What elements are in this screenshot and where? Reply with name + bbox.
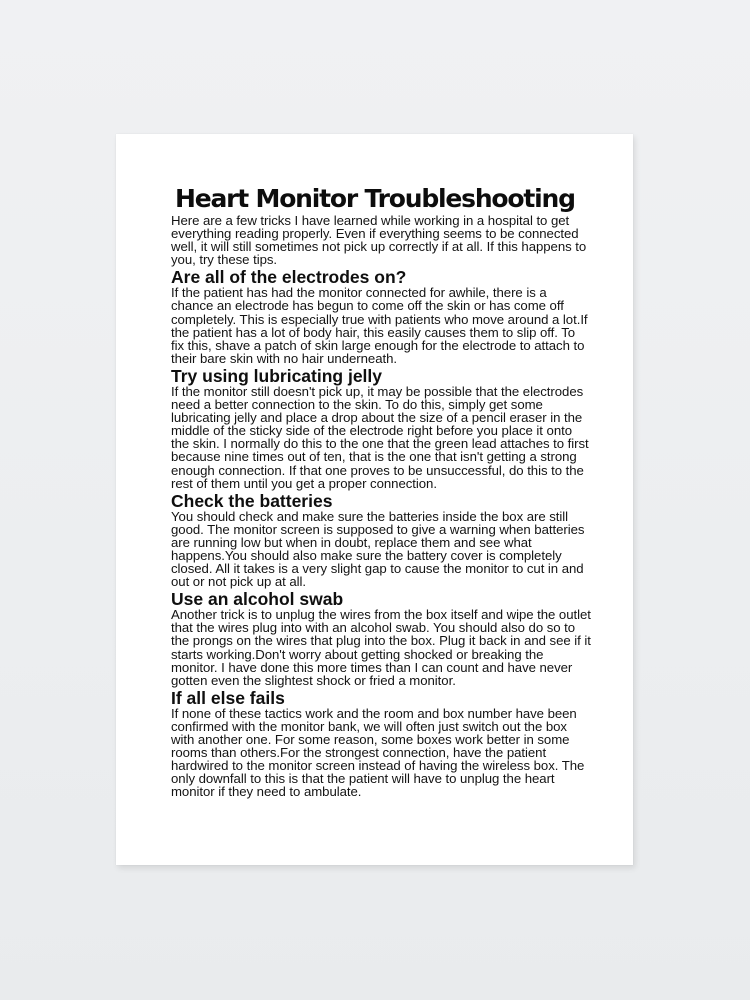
poster-title: Heart Monitor Troubleshooting [175, 184, 575, 213]
intro-paragraph: Here are a few tricks I have learned while working in a hospital to get everything reading properly. Even if everything seems to be connected well, it will still sometimes not pick up correctly if at all. If this happens to you, try these tips. [171, 213, 587, 268]
poster-content [171, 184, 591, 798]
section-body-all-else-fails: If none of these tactics work and the room and box number have been confirmed with the monitor bank, we will often just switch out the box with another one. For some reason, some boxes work better in some rooms than others.For the strongest connection, have the patient hardwired to the monitor screen instead of having the wireless box. The only downfall to this is that the patient will have to unplug the heart monitor if they need to ambulate. [171, 705, 585, 800]
section-body-lubricating-jelly: If the monitor still doesn't pick up, it may be possible that the electrodes need a better connection to the skin. To do this, simply get some lubricating jelly and place a drop about the size of a pencil eraser in the middle of the sticky side of the electrode right before you place it onto the skin. I normally do this to the one that the green lead attaches to first because nine times out of ten, that is the one that isn't getting a strong enough connection. If that one proves to be unsuccessful, do this to the rest of them until you get a proper connection. [171, 383, 589, 491]
section-heading-batteries: Check the batteries [171, 490, 333, 511]
section-body-batteries: You should check and make sure the batteries inside the box are still good. The monitor screen is supposed to give a warning when batteries are running low but when in doubt, replace them and see what happens.You should also make sure the battery cover is completely closed. All it takes is a very slight gap to cause the monitor to cut in and out or not pick up at all. [171, 508, 585, 590]
section-body-alcohol-swab: Another trick is to unplug the wires from the box itself and wipe the outlet that the wires plug into with an alcohol swab. You should also do so to the prongs on the wires that plug into the box. Plug it back in and see if it starts working.Don't worry about getting shocked or breaking the monitor. I have done this more times than I can count and have never gotten even the slightest shock or fried a monitor. [171, 607, 591, 688]
section-body-electrodes: If the patient has had the monitor connected for awhile, there is a chance an electrode has begun to come off the skin or has come off completely. This is especially true with patients who move around a lot.If the patient has a lot of body hair, this easily causes them to slip off. To fix this, shave a patch of skin large enough for the electrode to attach to their bare skin with no hair underneath. [171, 285, 588, 366]
section-heading-electrodes: Are all of the electrodes on? [171, 267, 407, 288]
section-heading-lubricating-jelly: Try using lubricating jelly [171, 365, 383, 386]
section-heading-alcohol-swab: Use an alcohol swab [171, 589, 344, 610]
section-heading-all-else-fails: If all else fails [171, 687, 285, 708]
poster-sheet [116, 134, 633, 865]
